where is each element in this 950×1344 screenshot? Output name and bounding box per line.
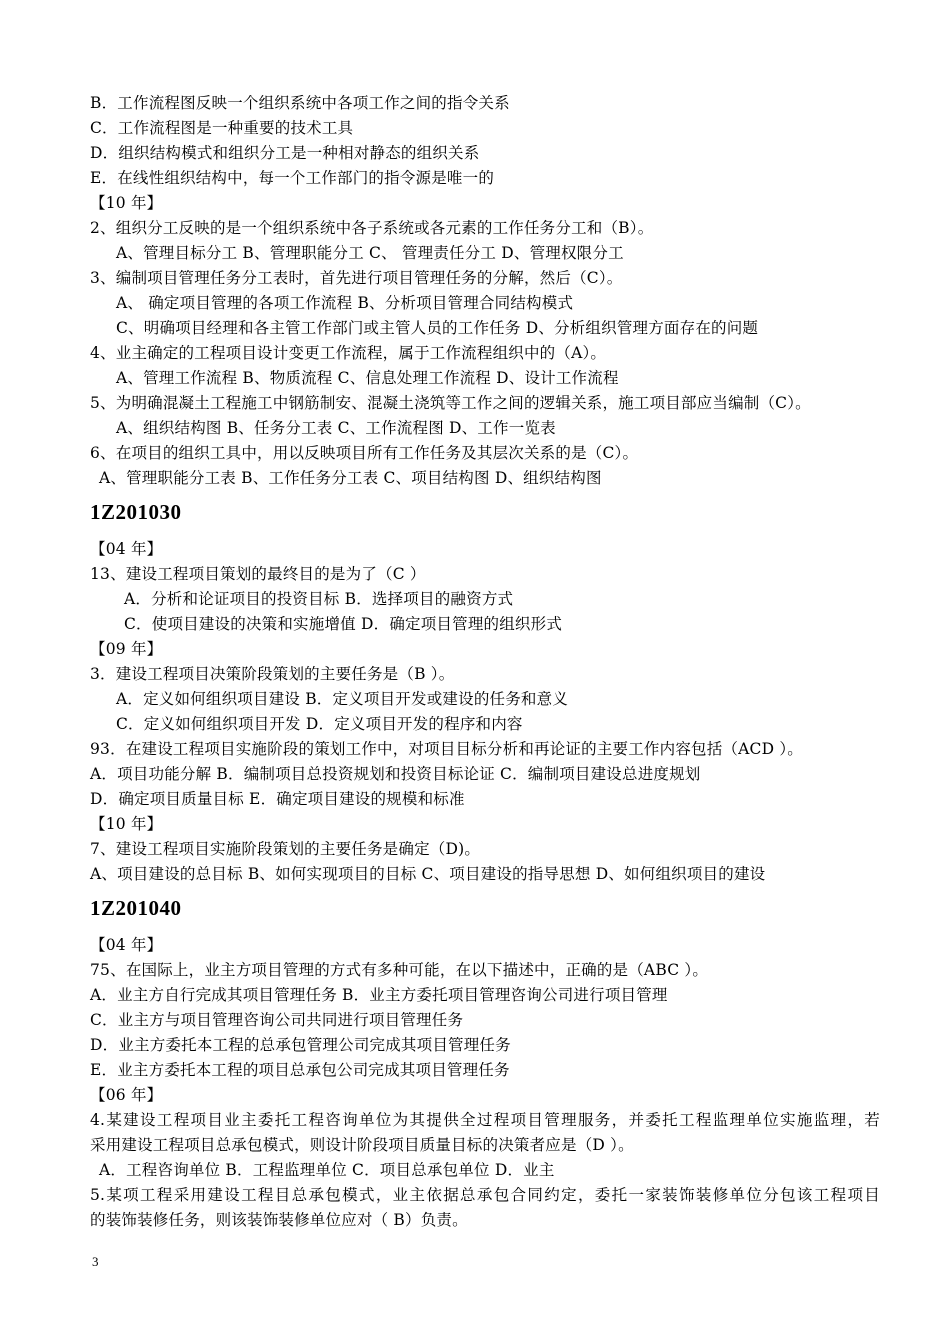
text-line: 的装饰装修任务，则该装饰装修单位应对（ B）负责。 <box>90 1211 468 1229</box>
text-line: 6、在项目的组织工具中，用以反映项目所有工作任务及其层次关系的是（C）。 <box>90 444 639 462</box>
text-line: A．业主方自行完成其项目管理任务 B．业主方委托项目管理咨询公司进行项目管理 <box>90 986 668 1004</box>
text-line: 4、业主确定的工程项目设计变更工作流程，属于工作流程组织中的（A）。 <box>90 344 607 362</box>
question-block-1z201030 <box>90 537 880 887</box>
text-line: C．业主方与项目管理咨询公司共同进行项目管理任务 <box>90 1011 464 1029</box>
text-line: A、项目建设的总目标 B、如何实现项目的目标 C、项目建设的指导思想 D、如何组织项目的建设 <box>90 865 766 883</box>
text-line: A、管理职能分工表 B、工作任务分工表 C、项目结构图 D、组织结构图 <box>99 469 602 487</box>
text-line: 【09 年】 <box>90 640 163 658</box>
text-line: E．在线性组织结构中，每一个工作部门的指令源是唯一的 <box>90 169 495 187</box>
page-number: 3 <box>92 1254 99 1269</box>
section-heading-1z201040: 1Z201040 <box>90 896 182 920</box>
text-line: 13、建设工程项目策划的最终目的是为了（C ） <box>90 565 426 583</box>
text-line: 【10 年】 <box>90 815 163 833</box>
text-line: A、组织结构图 B、任务分工表 C、工作流程图 D、工作一览表 <box>116 419 556 437</box>
text-line: 3、编制项目管理任务分工表时，首先进行项目管理任务的分解，然后（C）。 <box>90 269 623 287</box>
text-line: 【10 年】 <box>90 194 163 212</box>
text-line: 93．在建设工程项目实施阶段的策划工作中，对项目目标分析和再论证的主要工作内容包括（ACD ）。 <box>90 740 803 758</box>
text-line: 【04 年】 <box>90 936 163 954</box>
text-line: A、管理目标分工 B、管理职能分工 C、 管理责任分工 D、管理权限分工 <box>116 244 624 262</box>
text-line: 3．建设工程项目决策阶段策划的主要任务是（B ）。 <box>90 665 455 683</box>
question-block-1z201040 <box>90 933 880 1233</box>
text-line: A．工程咨询单位 B．工程监理单位 C．项目总承包单位 D．业主 <box>99 1161 555 1179</box>
text-line: 【04 年】 <box>90 540 163 558</box>
text-line: D．组织结构模式和组织分工是一种相对静态的组织关系 <box>90 144 480 162</box>
text-line: A．定义如何组织项目建设 B．定义项目开发或建设的任务和意义 <box>116 690 569 708</box>
text-line: 2、组织分工反映的是一个组织系统中各子系统或各元素的工作任务分工和（B）。 <box>90 219 654 237</box>
text-line: B．工作流程图反映一个组织系统中各项工作之间的指令关系 <box>90 94 510 112</box>
text-line: A、 确定项目管理的各项工作流程 B、分析项目管理合同结构模式 <box>116 294 574 312</box>
text-line: A．分析和论证项目的投资目标 B．选择项目的融资方式 <box>124 590 514 608</box>
text-line: 采用建设工程项目总承包模式，则设计阶段项目质量目标的决策者应是（D ）。 <box>90 1136 634 1154</box>
text-line: C．使项目建设的决策和实施增值 D．确定项目管理的组织形式 <box>124 615 563 633</box>
text-line: E．业主方委托本工程的项目总承包公司完成其项目管理任务 <box>90 1061 510 1079</box>
text-line: 【06 年】 <box>90 1086 163 1104</box>
text-line: C．定义如何组织项目开发 D．定义项目开发的程序和内容 <box>116 715 523 733</box>
section-heading-1z201030: 1Z201030 <box>90 500 182 524</box>
text-line: D．确定项目质量目标 E．确定项目建设的规模和标准 <box>90 790 465 808</box>
text-line: D．业主方委托本工程的总承包管理公司完成其项目管理任务 <box>90 1036 511 1054</box>
text-line: 7、建设工程项目实施阶段策划的主要任务是确定（D)。 <box>90 840 481 858</box>
text-line: C、明确项目经理和各主管工作部门或主管人员的工作任务 D、分析组织管理方面存在的问题 <box>116 319 759 337</box>
text-line: 75、在国际上，业主方项目管理的方式有多种可能，在以下描述中，正确的是（ABC ）。 <box>90 961 709 979</box>
text-line: A、管理工作流程 B、物质流程 C、信息处理工作流程 D、设计工作流程 <box>116 369 619 387</box>
text-line: 4.某建设工程项目业主委托工程咨询单位为其提供全过程项目管理服务，并委托工程监理单位实施监理，若 <box>90 1111 880 1129</box>
text-line: A．项目功能分解 B．编制项目总投资规划和投资目标论证 C．编制项目建设总进度规划 <box>90 765 701 783</box>
text-line: 5、为明确混凝土工程施工中钢筋制安、混凝土浇筑等工作之间的逻辑关系，施工项目部应当编制（C）。 <box>90 394 811 412</box>
text-line: 5.某项工程采用建设工程目总承包模式，业主依据总承包合同约定，委托一家装饰装修单位分包该工程项目 <box>90 1186 880 1204</box>
page-content <box>90 91 880 1233</box>
question-block-1z201020 <box>90 91 880 491</box>
text-line: C．工作流程图是一种重要的技术工具 <box>90 119 354 137</box>
